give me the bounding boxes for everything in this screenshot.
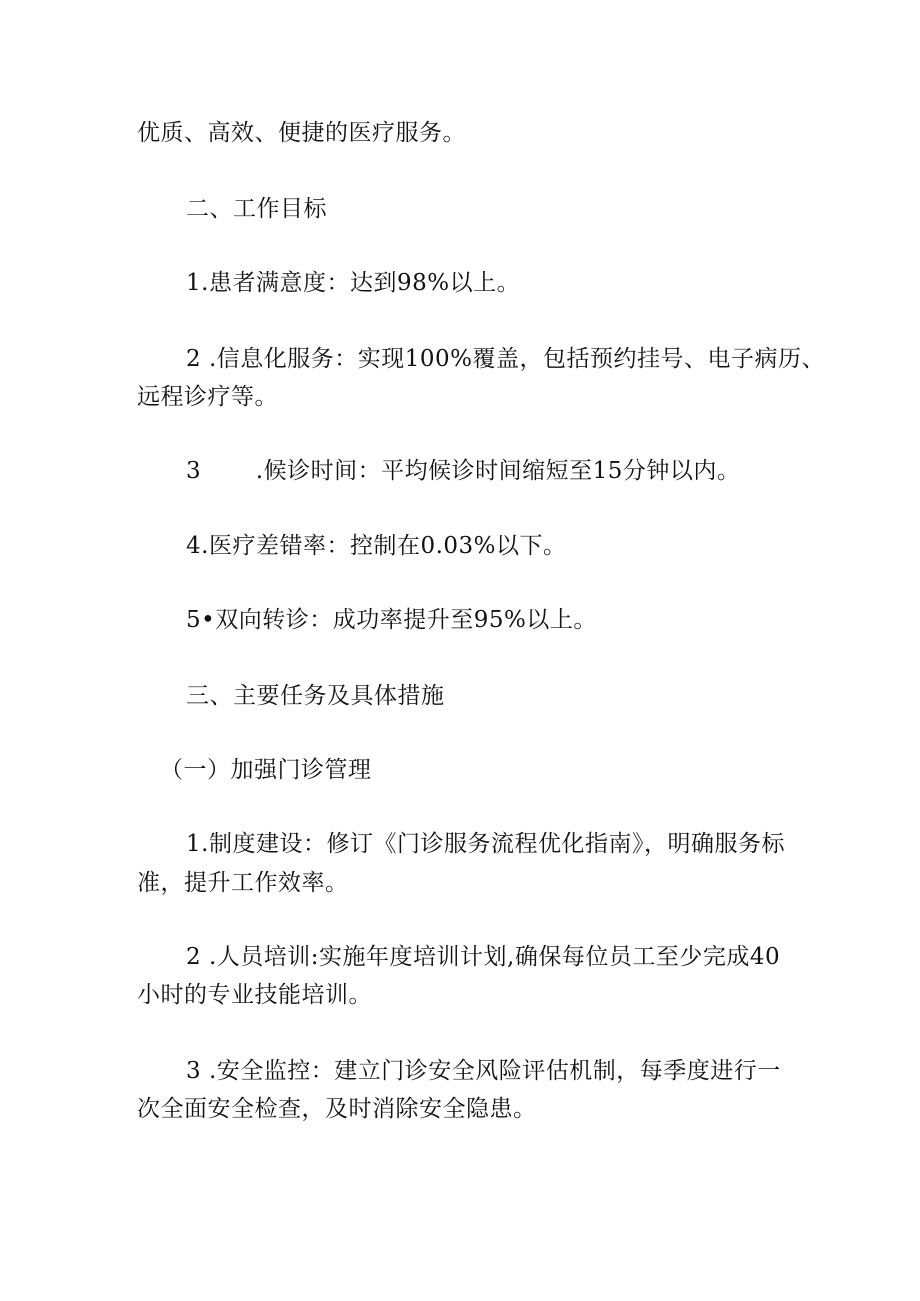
list-item: 1.患者满意度：达到98%以上。 [186, 270, 521, 296]
list-item: 5•双向转诊：成功率提升至95%以上。 [186, 607, 597, 633]
list-item: 4.医疗差错率：控制在0.03%以下。 [186, 533, 567, 559]
list-item: 2 .人员培训:实施年度培训计划,确保每位员工至少完成40 [186, 944, 781, 970]
list-item-continuation: 次全面安全检查，及时消除安全隐患。 [137, 1096, 537, 1122]
paragraph-line: 优质、高效、便捷的医疗服务。 [137, 120, 466, 146]
subsection-heading: （一）加强门诊管理 [160, 757, 372, 783]
section-heading: 二、工作目标 [186, 196, 327, 222]
list-item: 1.制度建设：修订《门诊服务流程优化指南》，明确服务标 [186, 831, 785, 857]
list-item-continuation: 远程诊疗等。 [137, 384, 278, 410]
list-item: 2 .信息化服务：实现100%覆盖，包括预约挂号、电子病历、 [186, 346, 826, 372]
list-item: 3 .候诊时间：平均候诊时间缩短至15分钟以内。 [186, 458, 741, 484]
list-item-continuation: 准，提升工作效率。 [137, 870, 349, 896]
section-heading: 三、主要任务及具体措施 [186, 683, 445, 709]
list-item: 3 .安全监控：建立门诊安全风险评估机制，每季度进行一 [186, 1058, 781, 1084]
list-item-continuation: 小时的专业技能培训。 [137, 982, 372, 1008]
